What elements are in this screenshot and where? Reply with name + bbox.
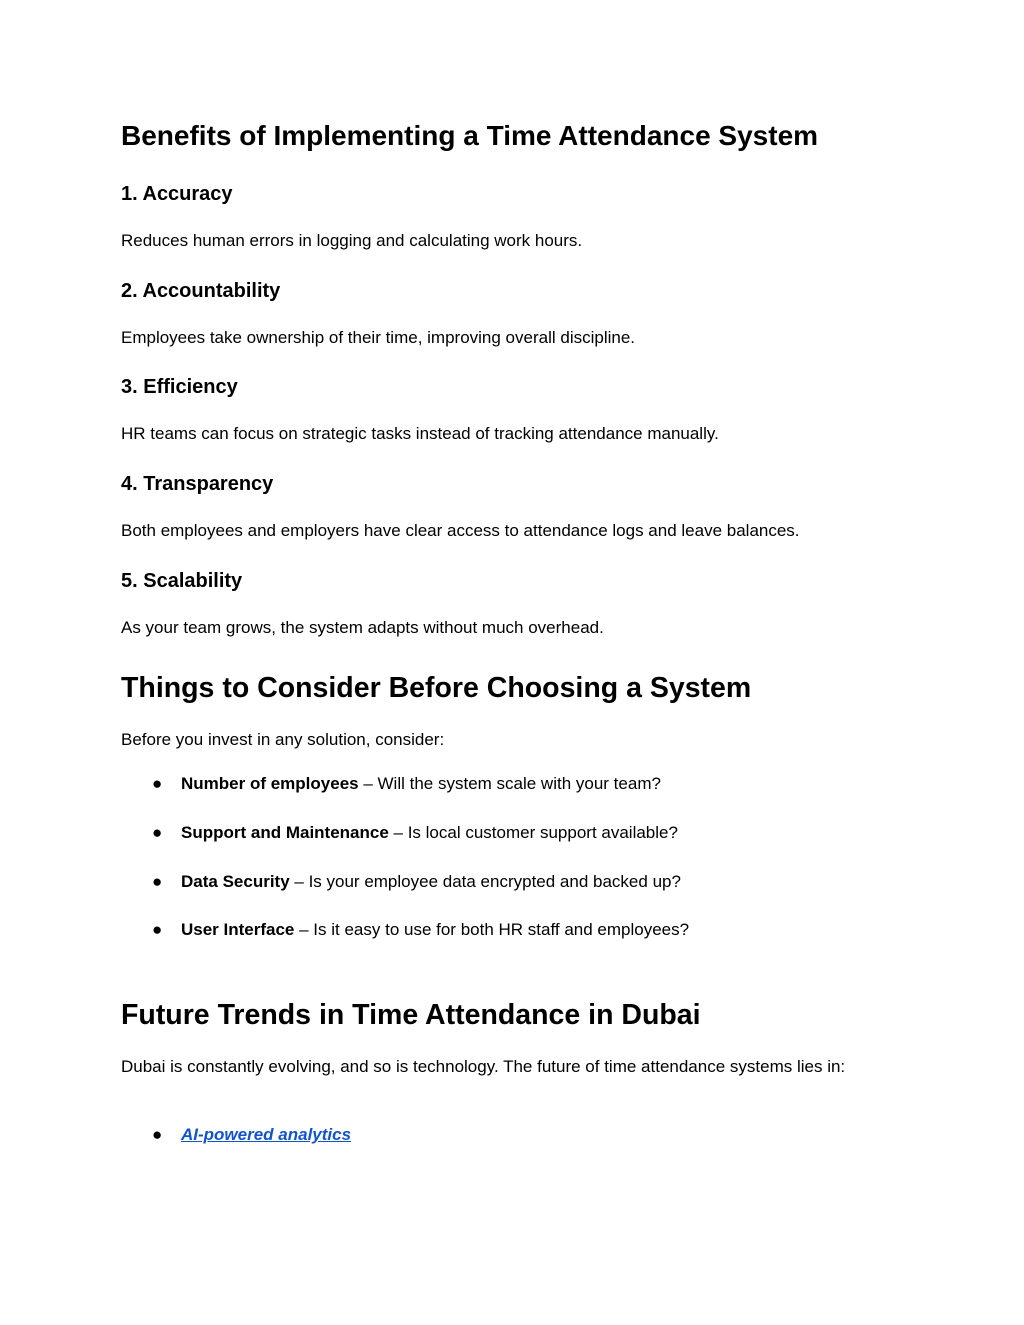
future-title-text: Future Trends in Time Attendance in Dubai xyxy=(121,999,701,1031)
ai-powered-analytics-link[interactable]: AI-powered analytics xyxy=(181,1125,352,1144)
benefit-text-transparency: Both employees and employers have clear access to attendance logs and leave balances. xyxy=(121,521,800,540)
list-item-content xyxy=(181,870,681,894)
future-title xyxy=(121,998,701,1032)
list-item-label: Support and Maintenance xyxy=(181,823,389,842)
bullet-icon: ● xyxy=(152,872,163,891)
bullet-icon: ● xyxy=(152,774,163,793)
benefit-heading-efficiency: 3. Efficiency xyxy=(121,376,238,398)
benefit-heading-accountability: 2. Accountability xyxy=(121,280,281,302)
bullet-icon: ● xyxy=(152,823,163,842)
benefit-text-efficiency: HR teams can focus on strategic tasks instead of tracking attendance manually. xyxy=(121,424,719,443)
list-item-content xyxy=(181,918,689,942)
benefits-title: Benefits of Implementing a Time Attendance System xyxy=(121,120,819,151)
consider-title xyxy=(121,671,751,705)
bullet-icon: ● xyxy=(152,1125,163,1144)
consider-intro: Before you invest in any solution, consider: xyxy=(121,730,445,749)
benefit-text-accountability: Employees take ownership of their time, improving overall discipline. xyxy=(121,328,636,347)
list-item-text: – Will the system scale with your team? xyxy=(358,774,661,793)
list-item-label: Data Security xyxy=(181,872,290,891)
list-item-content xyxy=(181,1123,351,1147)
list-item-text: – Is it easy to use for both HR staff and employees? xyxy=(294,920,690,939)
consider-title-text: Things to Consider Before Choosing a System xyxy=(121,672,752,704)
list-item-text: – Is your employee data encrypted and backed up? xyxy=(289,872,681,891)
list-item-content xyxy=(181,821,678,845)
list-item-content xyxy=(181,772,661,796)
benefit-heading-scalability: 5. Scalability xyxy=(121,570,243,592)
benefit-text-scalability: As your team grows, the system adapts without much overhead. xyxy=(121,618,604,637)
benefit-heading-transparency: 4. Transparency xyxy=(121,473,274,495)
list-item-text: – Is local customer support available? xyxy=(388,823,678,842)
benefit-text-accuracy: Reduces human errors in logging and calculating work hours. xyxy=(121,231,583,250)
future-intro: Dubai is constantly evolving, and so is technology. The future of time attendance systems lies in: xyxy=(121,1057,846,1076)
list-item-label: Number of employees xyxy=(181,774,359,793)
benefit-heading-accuracy: 1. Accuracy xyxy=(121,183,233,205)
bullet-icon: ● xyxy=(152,920,163,939)
list-item-label: User Interface xyxy=(181,920,295,939)
